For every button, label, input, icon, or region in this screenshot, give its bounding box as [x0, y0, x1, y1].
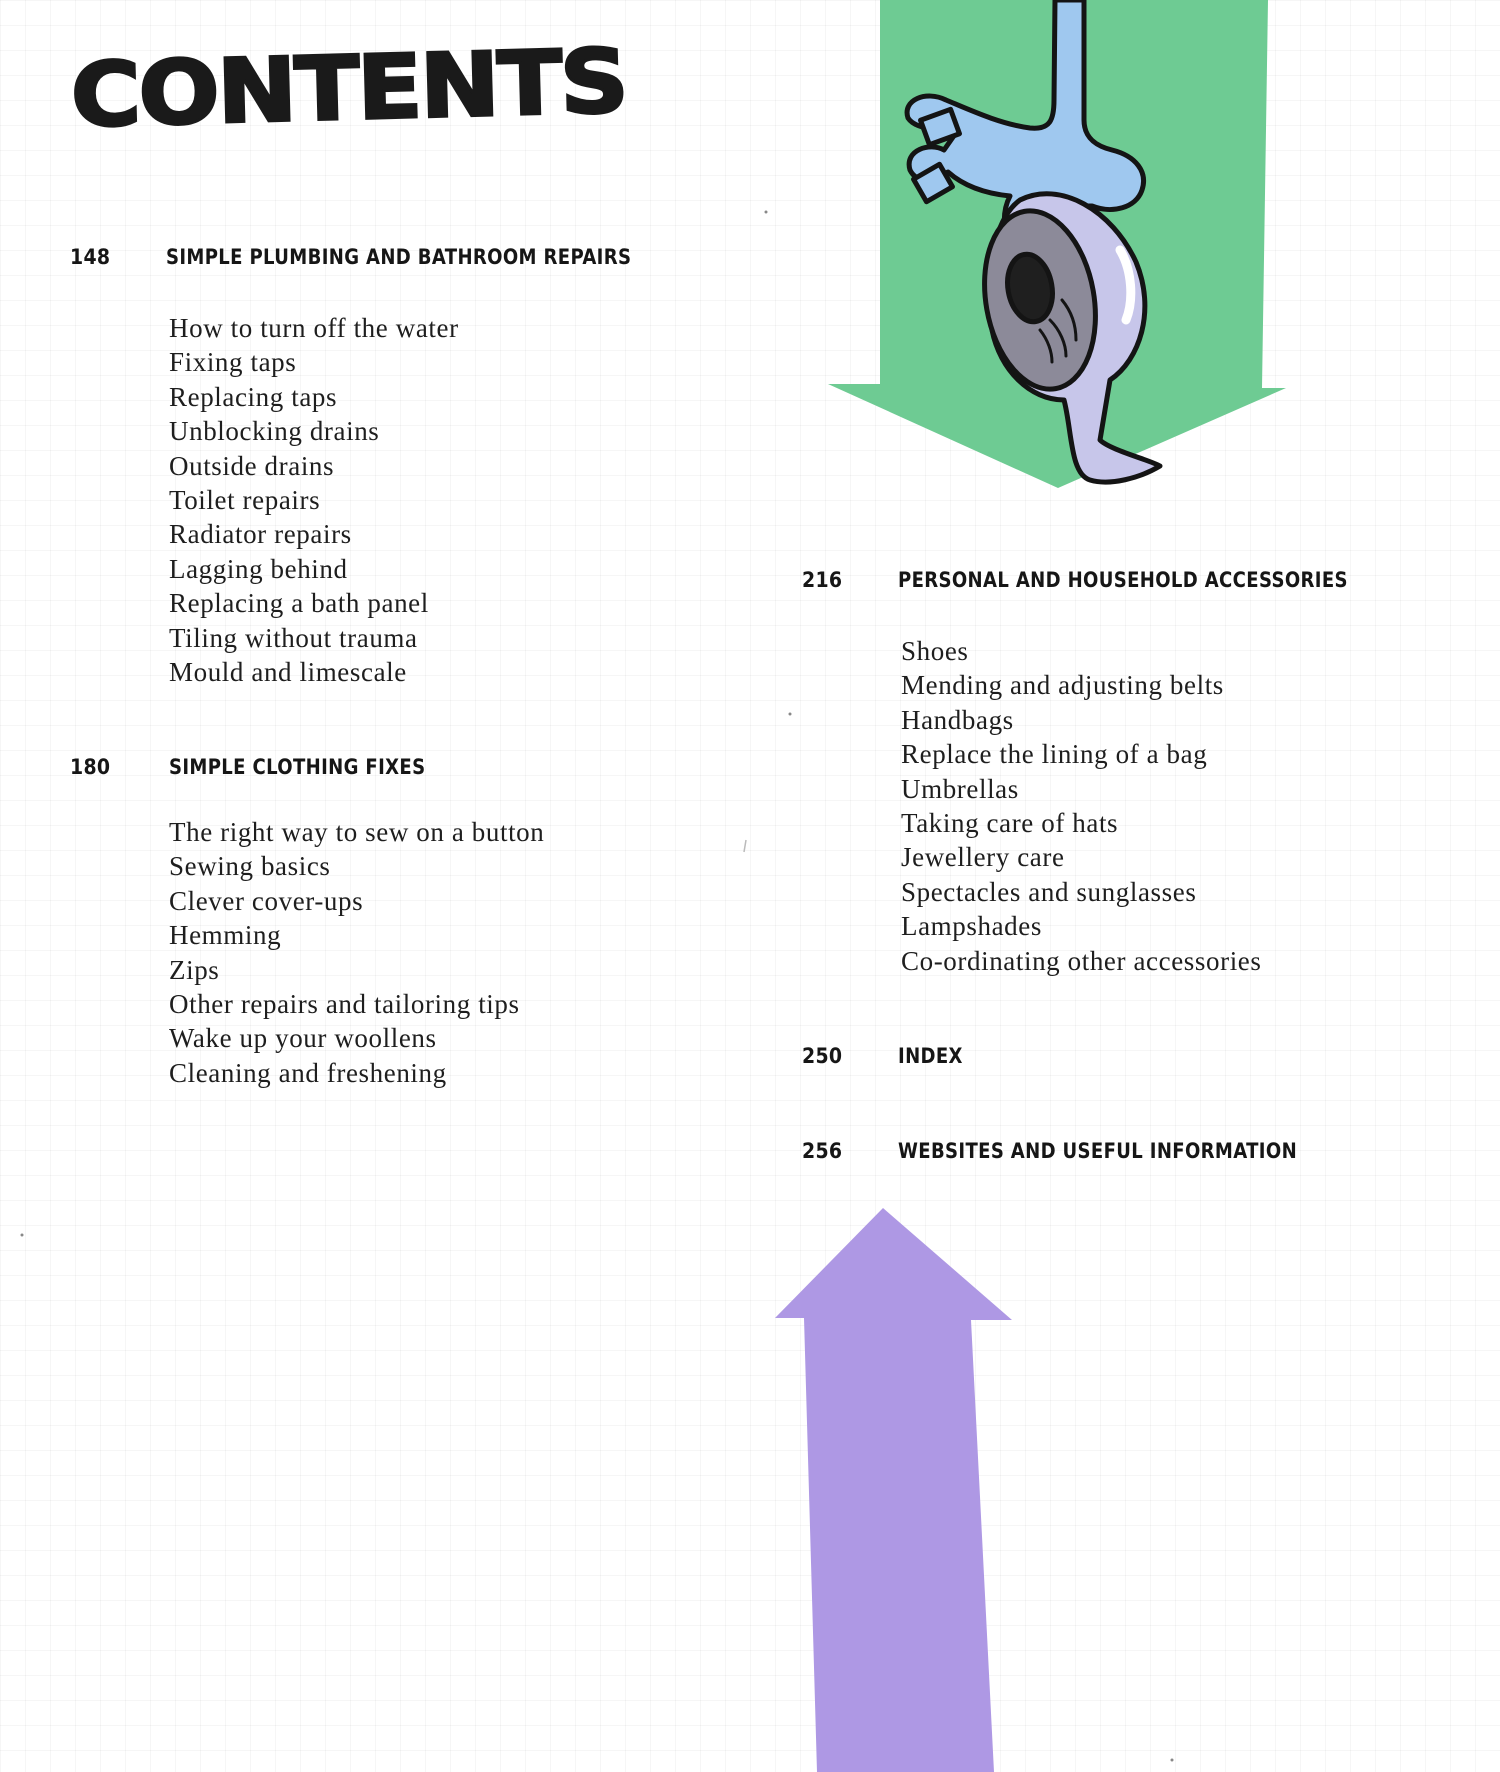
- list-item: Unblocking drains: [169, 416, 380, 447]
- speck: [789, 713, 792, 716]
- section-title: PERSONAL AND HOUSEHOLD ACCESSORIES: [898, 568, 1348, 592]
- list-item: Taking care of hats: [901, 808, 1119, 839]
- list-item: Mould and limescale: [169, 657, 407, 688]
- list-item: Lagging behind: [169, 553, 348, 584]
- list-item: Replacing taps: [169, 381, 338, 412]
- section-title: INDEX: [898, 1044, 963, 1068]
- list-item: How to turn off the water: [169, 313, 459, 343]
- section-page-number: 180: [70, 755, 111, 779]
- speck: [744, 840, 746, 852]
- list-item: Zips: [169, 954, 220, 985]
- list-item: Tiling without trauma: [169, 622, 418, 653]
- section-item-list: [169, 311, 459, 689]
- section-title: SIMPLE PLUMBING AND BATHROOM REPAIRS: [166, 245, 632, 269]
- list-item: Clever cover-ups: [169, 885, 364, 916]
- list-item: Fixing taps: [169, 347, 297, 378]
- section-item-list: [169, 815, 544, 1090]
- list-item: Radiator repairs: [169, 519, 352, 550]
- list-item: Co-ordinating other accessories: [901, 945, 1262, 976]
- list-item: Wake up your woollens: [169, 1023, 437, 1054]
- section-page-number: 250: [802, 1044, 843, 1068]
- section-title: WEBSITES AND USEFUL INFORMATION: [898, 1139, 1298, 1163]
- list-item: Cleaning and freshening: [169, 1057, 447, 1088]
- list-item: Outside drains: [169, 450, 335, 481]
- list-item: Other repairs and tailoring tips: [169, 989, 520, 1020]
- list-item: Hemming: [169, 920, 282, 951]
- section-page-number: 256: [802, 1139, 843, 1163]
- list-item: The right way to sew on a button: [169, 817, 545, 847]
- section-title: SIMPLE CLOTHING FIXES: [169, 755, 426, 779]
- section-page-number: 216: [802, 568, 843, 592]
- purple-up-arrow: [775, 1208, 1012, 1772]
- list-item: Replacing a bath panel: [169, 588, 429, 619]
- list-item: Handbags: [901, 704, 1014, 735]
- section-page-number: 148: [70, 245, 111, 269]
- list-item: Toilet repairs: [169, 485, 321, 516]
- list-item: Jewellery care: [901, 842, 1065, 873]
- list-item: Spectacles and sunglasses: [901, 876, 1197, 907]
- list-item: Umbrellas: [901, 773, 1019, 804]
- list-item: Mending and adjusting belts: [901, 670, 1224, 701]
- page-title: CONTENTS: [69, 29, 628, 147]
- list-item: Lampshades: [901, 911, 1042, 942]
- list-item: Sewing basics: [169, 851, 331, 882]
- speck: [765, 211, 768, 214]
- speck: [1171, 1759, 1174, 1762]
- list-item: Replace the lining of a bag: [901, 739, 1208, 770]
- speck: [21, 1234, 24, 1237]
- section-item-list: [901, 634, 1262, 978]
- list-item: Shoes: [901, 636, 969, 666]
